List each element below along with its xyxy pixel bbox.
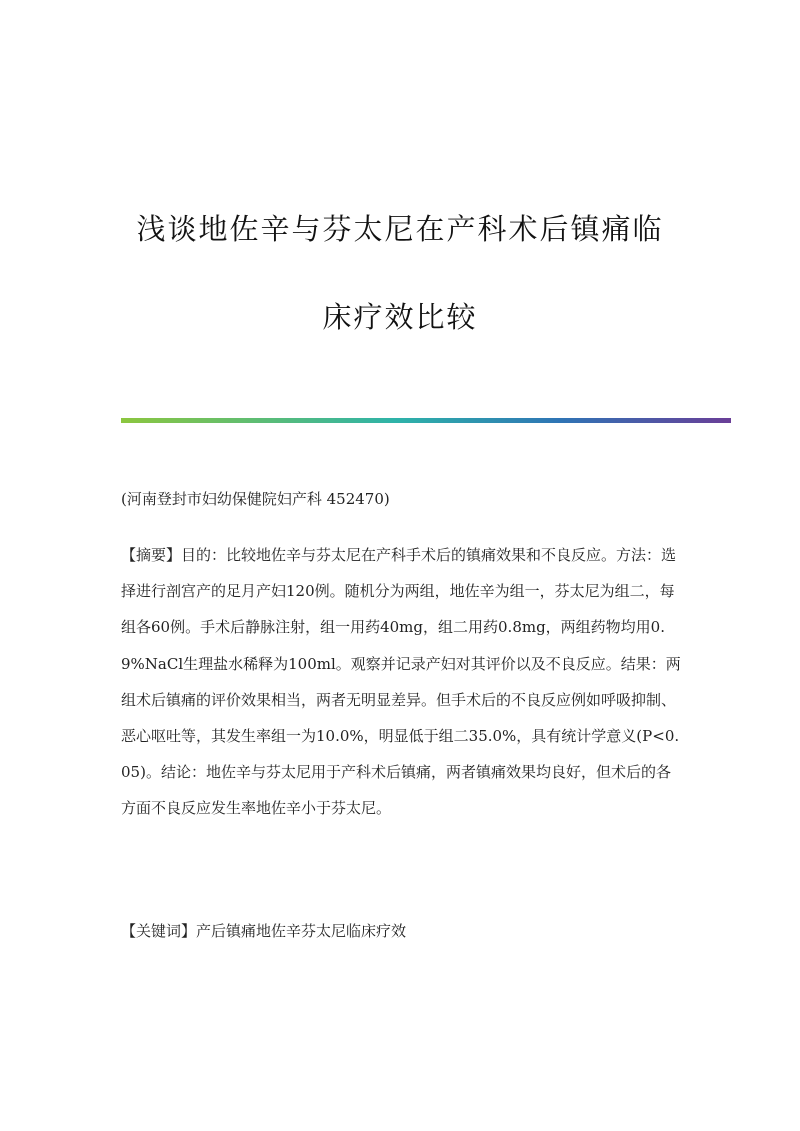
keywords-line [121, 920, 406, 942]
keywords-text: 产后镇痛地佐辛芬太尼临床疗效 [196, 922, 407, 940]
keywords-label: 【关键词】 [121, 922, 197, 940]
abstract-paragraph [121, 537, 681, 827]
paper-title-line-2: 床疗效比较 [322, 300, 478, 334]
author-affiliation: (河南登封市妇幼保健院妇产科 452470) [121, 490, 390, 508]
title-divider [121, 418, 731, 423]
paper-title-line-1: 浅谈地佐辛与芬太尼在产科术后镇痛临 [136, 212, 664, 246]
abstract-label: 【摘要】 [121, 546, 182, 564]
paper-title [0, 185, 800, 361]
abstract-text: 目的：比较地佐辛与芬太尼在产科手术后的镇痛效果和不良反应。方法：选择进行剖宫产的足月产妇120例。随机分为两组，地佐辛为组一，芬太尼为组二，每组各60例。手术后静脉注射，组一用药40mg，组二用药0.8mg，两组药物均用0.9%NaCl生理盐水稀释为100ml。观察并记录产妇对其评价以及不良反应。结果：两组术后镇痛的评价效果相当，两者无明显差异。但手术后的不良反应例如呼吸抑制、恶心呕吐等，其发生率组一为10.0%，明显低于组二35.0%，具有统计学意义(P<0.05)。结论：地佐辛与芬太尼用于产科术后镇痛，两者镇痛效果均良好，但术后的各方面不良反应发生率地佐辛小于芬太尼。 [121, 546, 681, 818]
